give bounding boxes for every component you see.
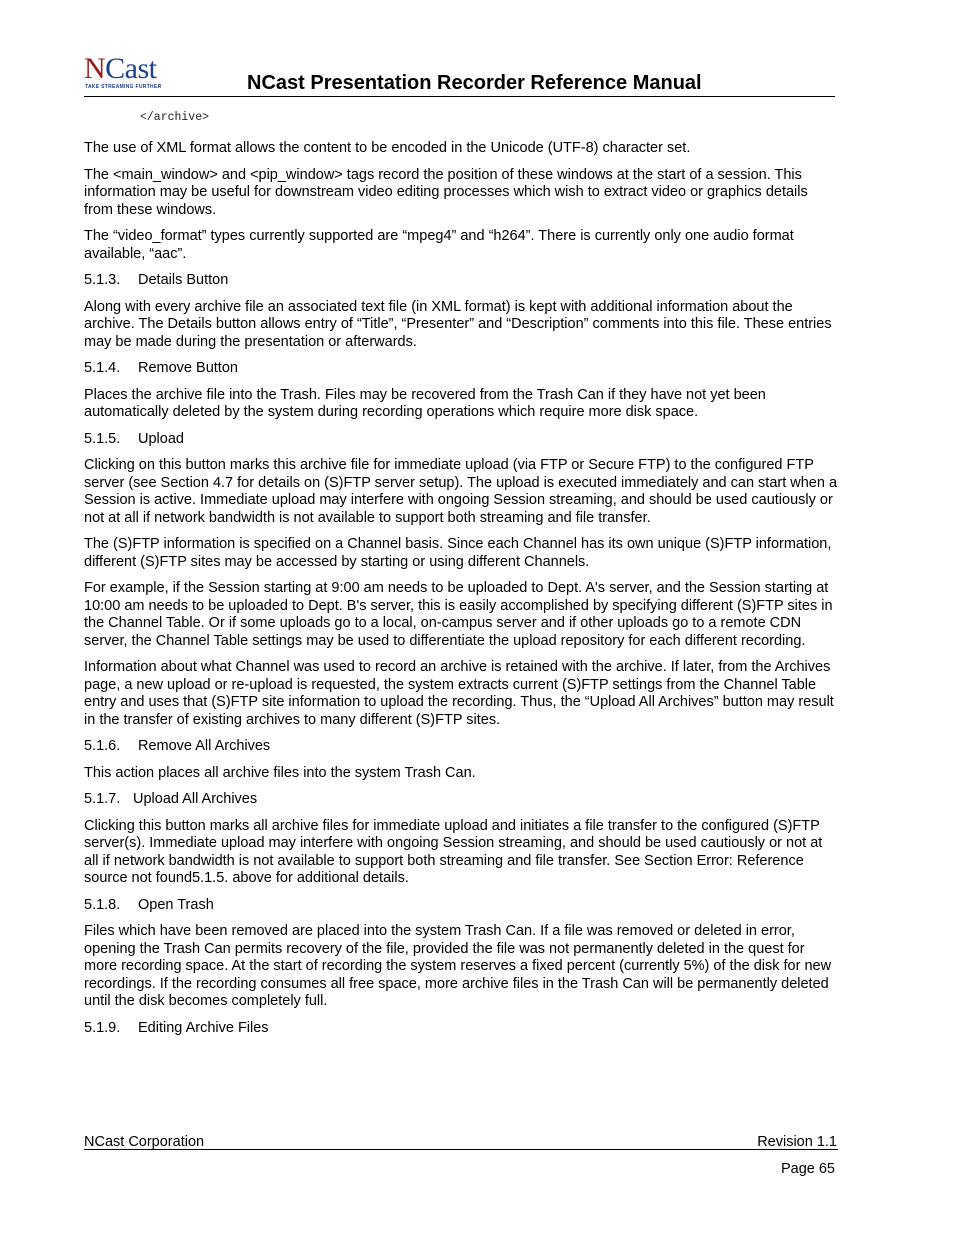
code-line: </archive>: [140, 111, 210, 124]
section-heading-5-1-4: [84, 360, 839, 378]
section-title: Editing Archive Files: [138, 1019, 269, 1036]
section-number: 5.1.4.: [84, 360, 121, 376]
paragraph-upload-3: For example, if the Session starting at 9:00 am needs to be uploaded to Dept. A's server, and the Session starting at 10:00 am needs to be uploaded to Dept. B's server, this is easily accomplished by specifying different (S)FTP sites in the Channel Table. Or if some uploads go to a local, on-campus server and if other uploads go to a remote CDN server, the Channel Table settings may be used to differentiate the upload repository for each different recording.: [84, 580, 833, 649]
section-title: Upload: [138, 430, 184, 447]
page-content: [84, 110, 839, 1046]
logo-tagline: TAKE STREAMING FURTHER: [85, 84, 162, 90]
section-heading-5-1-6: [84, 738, 839, 756]
footer-rule: [84, 1149, 838, 1150]
section-number: 5.1.8.: [84, 896, 121, 913]
paragraph-xml-unicode: The use of XML format allows the content to be encoded in the Unicode (UTF-8) character set.: [84, 140, 691, 156]
section-number: 5.1.7.: [84, 791, 121, 807]
section-title: Remove All Archives: [138, 738, 271, 754]
footer-revision: Revision 1.1: [757, 1134, 837, 1150]
section-title: Remove Button: [138, 360, 238, 376]
section-title: Details Button: [138, 272, 229, 288]
logo-n: N: [84, 52, 106, 85]
section-heading-5-1-8: [84, 897, 839, 915]
ncast-logo: [84, 54, 174, 94]
section-heading-5-1-9: [84, 1020, 839, 1038]
footer-company: NCast Corporation: [84, 1134, 205, 1150]
paragraph-upload-2: The (S)FTP information is specified on a Channel basis. Since each Channel has its own unique (S)FTP information, different (S)FTP sites may be accessed by starting or using different Channels.: [84, 536, 832, 570]
section-number: 5.1.9.: [84, 1019, 121, 1036]
paragraph-remove-button: Places the archive file into the Trash. Files may be recovered from the Trash Can if they have not yet been automatically deleted by the system during recording operations which require more disk space.: [84, 386, 766, 420]
document-title: NCast Presentation Recorder Reference Manual: [247, 72, 702, 94]
paragraph-upload-all: Clicking this button marks all archive files for immediate upload and initiates a file transfer to the configured (S)FTP server(s). Immediate upload may interfere with ongoing Session streaming, and should be used cautiously or not at all if network bandwidth is not available to support both streaming and file transfer. See Section Error: Reference source not found5.1.5. above for additional details.: [84, 817, 823, 886]
section-heading-5-1-5: [84, 431, 839, 449]
section-title: Upload All Archives: [133, 791, 258, 807]
logo-cast: Cast: [105, 52, 157, 85]
section-number: 5.1.6.: [84, 738, 121, 754]
header-rule: [84, 96, 835, 97]
section-title: Open Trash: [138, 896, 214, 913]
section-number: 5.1.5.: [84, 430, 121, 447]
paragraph-open-trash: Files which have been removed are placed into the system Trash Can. If a file was removed or deleted in error, opening the Trash Can permits recovery of the file, provided the file was not permanently deleted in the quest for more recording space. At the start of recording the system reserves a fixed percent (currently 5%) of the disk for new recordings. If the recording consumes all free space, more archive files in the Trash Can will be permanently deleted until the disk becomes completely full.: [84, 923, 832, 1009]
paragraph-video-format: The “video_format” types currently supported are “mpeg4” and “h264”. There is currently only one audio format available, “aac”.: [84, 228, 794, 262]
paragraph-details-button: Along with every archive file an associated text file (in XML format) is kept with additional information about the archive. The Details button allows entry of “Title”, “Presenter” and “Description” comments into this file. These entries may be made during the presentation or afterwards.: [84, 298, 832, 350]
section-heading-5-1-3: [84, 272, 839, 290]
section-number: 5.1.3.: [84, 272, 121, 288]
section-heading-5-1-7: [84, 791, 839, 809]
paragraph-window-tags: The <main_window> and <pip_window> tags record the position of these windows at the start of a session. This information may be useful for downstream video editing processes which wish to extract video or graphics details from these windows.: [84, 166, 808, 218]
paragraph-remove-all: This action places all archive files into the system Trash Can.: [84, 764, 476, 781]
paragraph-upload-4: Information about what Channel was used to record an archive is retained with the archive. If later, from the Archives page, a new upload or re-upload is requested, the system extracts current (S)FTP settings from the Channel Table entry and uses that (S)FTP site information to upload the recording. Thus, the “Upload All Archives” button may result in the transfer of existing archives to many different (S)FTP sites.: [84, 659, 834, 728]
page-number: Page 65: [780, 1161, 835, 1177]
logo-wordmark: [84, 54, 157, 84]
paragraph-upload-1: Clicking on this button marks this archive file for immediate upload (via FTP or Secure FTP) to the configured FTP server (see Section 4.7 for details on (S)FTP server setup). The upload is executed immediately and can start when a Session is active. Immediate upload may interfere with ongoing Session streaming, and should be used cautiously or not at all if network bandwidth is not available to support both streaming and file transfer.: [84, 457, 838, 526]
